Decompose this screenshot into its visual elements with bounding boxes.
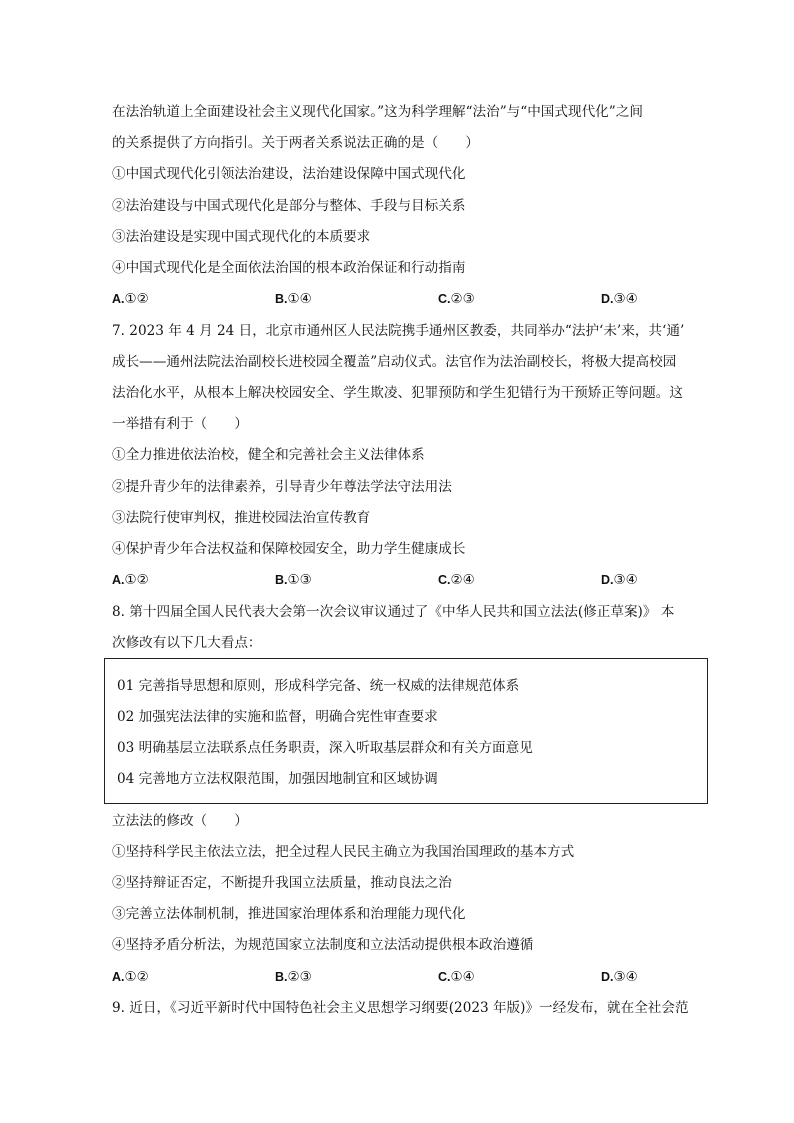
q7-item-1: ①全力推进依法治校，健全和完善社会主义法律体系 [112,447,425,463]
q6-stem-line-1: 在法治轨道上全面建设社会主义现代化国家。”这为科学理解“法治”与“中国式现代化”之间 [112,104,643,120]
q6-item-1: ①中国式现代化引领法治建设，法治建设保障中国式现代化 [112,166,466,182]
q6-item-4: ④中国式现代化是全面依法治国的根本政治保证和行动指南 [112,260,466,276]
q8-question: 立法法的修改（ ） [112,813,248,829]
q6-item-2: ②法治建设与中国式现代化是部分与整体、手段与目标关系 [112,198,466,214]
q7-option-a[interactable]: A.①② [112,572,149,588]
q7-stem-line-2: 成长——通州法院法治副校长进校园全覆盖”启动仪式。法官作为法治副校长，将极大提高校园 [112,354,677,370]
q7-stem-line-3: 法治化水平，从根本上解决校园安全、学生欺凌、犯罪预防和学生犯错行为干预矫正等问题。这 [112,385,683,401]
q7-option-c[interactable]: C.②④ [438,572,475,588]
q7-stem-line-1: 7. 2023 年 4 月 24 日，北京市通州区人民法院携手通州区教委，共同举办“法护‘未’来，共‘通’ [112,323,685,339]
q7-options [112,571,672,589]
q8-item-1: ①坚持科学民主依法立法，把全过程人民民主确立为我国治国理政的基本方式 [112,844,575,860]
q8-stem-line-1: 8. 第十四届全国人民代表大会第一次会议审议通过了《中华人民共和国立法法(修正草案)》 本 [112,604,675,620]
q8-option-d[interactable]: D.③④ [601,969,638,985]
q8-options [112,968,672,986]
q7-option-d[interactable]: D.③④ [601,572,638,588]
q6-options [112,290,672,308]
q7-item-3: ③法院行使审判权，推进校园法治宣传教育 [112,510,371,526]
q8-option-c[interactable]: C.①④ [438,969,475,985]
q8-stem-line-2: 次修改有以下几大看点： [112,635,262,651]
q6-option-c[interactable]: C.②③ [438,291,475,307]
q6-stem-line-2: 的关系提供了方向指引。关于两者关系说法正确的是（ ） [112,135,480,151]
q8-box-item-3: 03 明确基层立法联系点任务职责，深入听取基层群众和有关方面意见 [117,740,533,756]
q7-item-2: ②提升青少年的法律素养，引导青少年尊法学法守法用法 [112,479,452,495]
q7-option-b[interactable]: B.①③ [275,572,312,588]
q6-item-3: ③法治建设是实现中国式现代化的本质要求 [112,229,371,245]
q8-option-b[interactable]: B.②③ [275,969,312,985]
q7-item-4: ④保护青少年合法权益和保障校园安全，助力学生健康成长 [112,541,466,557]
q9-stem-line-1: 9. 近日，《习近平新时代中国特色社会主义思想学习纲要(2023 年版)》一经发布，就在全社会范 [112,1000,689,1016]
q7-stem-line-4: 一举措有利于（ ） [112,416,248,432]
q8-highlights-box [104,658,708,804]
q8-box-item-1: 01 完善指导思想和原则，形成科学完备、统一权威的法律规范体系 [117,678,520,694]
q8-item-4: ④坚持矛盾分析法，为规范国家立法制度和立法活动提供根本政治遵循 [112,937,534,953]
q8-item-2: ②坚持辩证否定，不断提升我国立法质量，推动良法之治 [112,875,452,891]
q6-option-d[interactable]: D.③④ [601,291,638,307]
q8-item-3: ③完善立法体制机制，推进国家治理体系和治理能力现代化 [112,906,466,922]
q6-option-b[interactable]: B.①④ [275,291,312,307]
q6-option-a[interactable]: A.①② [112,291,149,307]
q8-box-item-4: 04 完善地方立法权限范围，加强因地制宜和区域协调 [117,771,438,787]
q8-option-a[interactable]: A.①② [112,969,149,985]
q8-box-item-2: 02 加强宪法法律的实施和监督，明确合宪性审查要求 [117,709,438,725]
